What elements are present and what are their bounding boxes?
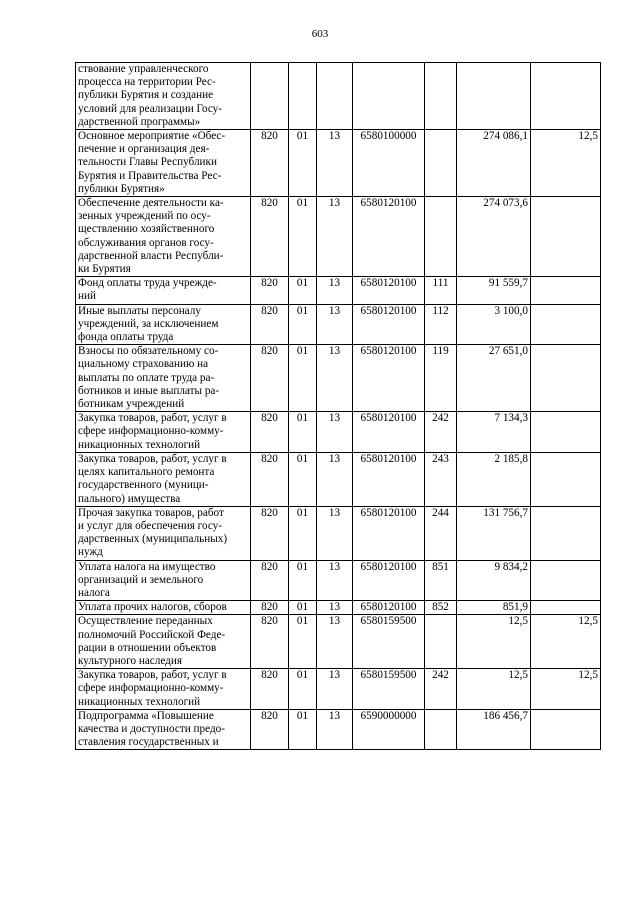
cell-amount-federal: 12,5	[531, 130, 601, 197]
cell-name	[76, 601, 251, 615]
cell-name-line: Закупка товаров, работ, услуг в	[78, 452, 227, 465]
table-row	[76, 412, 601, 453]
cell-name-line: целях капитального ремонта	[78, 466, 215, 479]
cell-amount-federal: 12,5	[531, 669, 601, 710]
cell-name-line: рации в отношении объектов	[78, 641, 217, 654]
cell-amount-federal	[531, 304, 601, 345]
cell-ministry-code: 820	[251, 345, 289, 412]
cell-amount: 131 756,7	[457, 506, 531, 560]
cell-amount: 7 134,3	[457, 412, 531, 453]
cell-ministry-code: 820	[251, 615, 289, 669]
cell-section-code: 01	[289, 669, 317, 710]
cell-name-line: Уплата прочих налогов, сборов	[78, 601, 227, 614]
cell-name-line: государственного (муници-	[78, 479, 209, 492]
cell-target-article: 6580120100	[353, 452, 425, 506]
cell-subsection-code: 13	[317, 130, 353, 197]
cell-name-line: дарственной власти Республи-	[78, 249, 224, 262]
table-row	[76, 304, 601, 345]
cell-name	[76, 277, 251, 304]
cell-amount: 91 559,7	[457, 277, 531, 304]
cell-name-line: ботникам учреждений	[78, 398, 185, 411]
cell-name-line: печение и организация дея-	[78, 143, 210, 156]
cell-name-line: учреждений, за исключением	[78, 317, 219, 330]
cell-name	[76, 63, 251, 130]
cell-name-line: никационных технологий	[78, 695, 201, 708]
table-row	[76, 345, 601, 412]
table-row	[76, 560, 601, 601]
cell-name	[76, 560, 251, 601]
cell-name-line: ки Бурятия	[78, 263, 131, 276]
cell-amount	[457, 63, 531, 130]
cell-name-line: ществлению хозяйственного	[78, 223, 215, 236]
cell-amount: 274 073,6	[457, 197, 531, 277]
cell-target-article	[353, 63, 425, 130]
cell-amount-federal: 12,5	[531, 615, 601, 669]
cell-expense-type: 243	[425, 452, 457, 506]
cell-expense-type: 242	[425, 669, 457, 710]
cell-expense-type: 244	[425, 506, 457, 560]
cell-section-code	[289, 63, 317, 130]
cell-name-line: Фонд оплаты труда учрежде-	[78, 277, 217, 290]
cell-ministry-code: 820	[251, 304, 289, 345]
table-row	[76, 63, 601, 130]
cell-ministry-code: 820	[251, 560, 289, 601]
cell-name-line: Обеспечение деятельности ка-	[78, 197, 224, 210]
cell-name-line: дарственных (муниципальных)	[78, 533, 228, 546]
cell-expense-type	[425, 63, 457, 130]
cell-amount: 851,9	[457, 601, 531, 615]
cell-name-line: нужд	[78, 546, 103, 559]
cell-section-code: 01	[289, 615, 317, 669]
cell-name	[76, 669, 251, 710]
cell-amount: 2 185,8	[457, 452, 531, 506]
cell-name-line: Иные выплаты персоналу	[78, 304, 201, 317]
cell-name-line: условий для реализации Госу-	[78, 102, 222, 115]
cell-name-line: Закупка товаров, работ, услуг в	[78, 412, 227, 425]
cell-ministry-code: 820	[251, 669, 289, 710]
cell-subsection-code: 13	[317, 345, 353, 412]
cell-section-code: 01	[289, 560, 317, 601]
cell-name-line: Закупка товаров, работ, услуг в	[78, 669, 227, 682]
cell-section-code: 01	[289, 277, 317, 304]
cell-ministry-code: 820	[251, 452, 289, 506]
cell-amount: 27 651,0	[457, 345, 531, 412]
cell-target-article: 6580159500	[353, 615, 425, 669]
table-row	[76, 130, 601, 197]
cell-name-line: публики Бурятия и создание	[78, 89, 214, 102]
cell-amount-federal	[531, 345, 601, 412]
cell-subsection-code: 13	[317, 412, 353, 453]
cell-name	[76, 304, 251, 345]
cell-section-code: 01	[289, 304, 317, 345]
table-row	[76, 601, 601, 615]
cell-target-article: 6590000000	[353, 709, 425, 750]
cell-section-code: 01	[289, 197, 317, 277]
cell-section-code: 01	[289, 452, 317, 506]
cell-section-code: 01	[289, 709, 317, 750]
cell-name-line: Подпрограмма «Повышение	[78, 709, 214, 722]
table-row	[76, 197, 601, 277]
table-row	[76, 506, 601, 560]
cell-name-line: сфере информационно-комму-	[78, 682, 224, 695]
cell-amount-federal	[531, 601, 601, 615]
cell-name-line: циальному страхованию на	[78, 358, 209, 371]
cell-name-line: организаций и земельного	[78, 573, 204, 586]
cell-amount-federal	[531, 412, 601, 453]
cell-name-line: обслуживания органов госу-	[78, 236, 214, 249]
cell-amount-federal	[531, 560, 601, 601]
cell-expense-type	[425, 197, 457, 277]
cell-amount-federal	[531, 197, 601, 277]
budget-table	[75, 62, 601, 750]
cell-target-article: 6580120100	[353, 412, 425, 453]
cell-name-line: качества и доступности предо-	[78, 722, 225, 735]
cell-ministry-code: 820	[251, 130, 289, 197]
cell-section-code: 01	[289, 412, 317, 453]
cell-ministry-code: 820	[251, 709, 289, 750]
cell-name-line: никационных технологий	[78, 438, 201, 451]
cell-ministry-code: 820	[251, 412, 289, 453]
cell-name-line: Осуществление переданных	[78, 615, 213, 628]
cell-subsection-code: 13	[317, 277, 353, 304]
cell-amount: 186 456,7	[457, 709, 531, 750]
table-row	[76, 452, 601, 506]
cell-section-code: 01	[289, 601, 317, 615]
cell-section-code: 01	[289, 345, 317, 412]
page-number: 603	[311, 28, 329, 40]
cell-subsection-code: 13	[317, 197, 353, 277]
cell-name	[76, 345, 251, 412]
cell-name-line: ствование управленческого	[78, 63, 209, 75]
cell-name	[76, 130, 251, 197]
cell-expense-type	[425, 130, 457, 197]
cell-name-line: публики Бурятия»	[78, 182, 165, 195]
cell-name-line: Основное мероприятие «Обес-	[78, 130, 226, 143]
cell-target-article: 6580120100	[353, 197, 425, 277]
cell-target-article: 6580120100	[353, 560, 425, 601]
cell-name	[76, 412, 251, 453]
cell-expense-type: 852	[425, 601, 457, 615]
cell-amount-federal	[531, 506, 601, 560]
cell-section-code: 01	[289, 130, 317, 197]
cell-name-line: процесса на территории Рес-	[78, 76, 216, 89]
table-row	[76, 277, 601, 304]
cell-ministry-code	[251, 63, 289, 130]
cell-amount: 12,5	[457, 669, 531, 710]
cell-name-line: Прочая закупка товаров, работ	[78, 506, 224, 519]
cell-expense-type: 242	[425, 412, 457, 453]
cell-name-line: Уплата налога на имущество	[78, 560, 216, 573]
cell-expense-type	[425, 709, 457, 750]
cell-name-line: пального) имущества	[78, 492, 181, 505]
cell-name-line: сфере информационно-комму-	[78, 425, 224, 438]
cell-target-article: 6580120100	[353, 506, 425, 560]
cell-ministry-code: 820	[251, 277, 289, 304]
table-body	[76, 63, 601, 750]
cell-name-line: Бурятия и Правительства Рес-	[78, 169, 222, 182]
cell-target-article: 6580120100	[353, 345, 425, 412]
cell-subsection-code: 13	[317, 506, 353, 560]
cell-name-line: дарственной программы»	[78, 115, 201, 128]
cell-ministry-code: 820	[251, 506, 289, 560]
cell-name-line: Взносы по обязательному со-	[78, 345, 219, 358]
cell-name-line: ставления государственных и	[78, 736, 219, 749]
cell-amount-federal	[531, 452, 601, 506]
cell-subsection-code: 13	[317, 560, 353, 601]
cell-expense-type	[425, 615, 457, 669]
cell-amount: 274 086,1	[457, 130, 531, 197]
cell-expense-type: 111	[425, 277, 457, 304]
cell-name	[76, 709, 251, 750]
cell-name-line: выплаты по оплате труда ра-	[78, 371, 215, 384]
cell-target-article: 6580100000	[353, 130, 425, 197]
table-row	[76, 669, 601, 710]
cell-amount-federal	[531, 63, 601, 130]
cell-target-article: 6580159500	[353, 669, 425, 710]
cell-subsection-code: 13	[317, 304, 353, 345]
cell-amount: 12,5	[457, 615, 531, 669]
cell-expense-type: 112	[425, 304, 457, 345]
cell-subsection-code: 13	[317, 452, 353, 506]
cell-amount-federal	[531, 709, 601, 750]
cell-subsection-code: 13	[317, 601, 353, 615]
cell-amount-federal	[531, 277, 601, 304]
cell-name-line: ботников и иные выплаты ра-	[78, 384, 220, 397]
cell-name	[76, 452, 251, 506]
cell-target-article: 6580120100	[353, 601, 425, 615]
cell-target-article: 6580120100	[353, 277, 425, 304]
cell-name-line: и услуг для обеспечения госу-	[78, 519, 222, 532]
cell-subsection-code: 13	[317, 615, 353, 669]
cell-name-line: тельности Главы Республики	[78, 156, 217, 169]
cell-subsection-code	[317, 63, 353, 130]
cell-subsection-code: 13	[317, 709, 353, 750]
cell-name-line: фонда оплаты труда	[78, 331, 174, 344]
cell-ministry-code: 820	[251, 197, 289, 277]
cell-target-article: 6580120100	[353, 304, 425, 345]
cell-name-line: налога	[78, 586, 110, 599]
table-row	[76, 709, 601, 750]
cell-name-line: полномочий Российской Феде-	[78, 628, 226, 641]
cell-section-code: 01	[289, 506, 317, 560]
cell-name-line: зенных учреждений по осу-	[78, 210, 211, 223]
cell-name	[76, 615, 251, 669]
cell-name	[76, 506, 251, 560]
cell-ministry-code: 820	[251, 601, 289, 615]
cell-subsection-code: 13	[317, 669, 353, 710]
cell-amount: 3 100,0	[457, 304, 531, 345]
cell-name	[76, 197, 251, 277]
cell-name-line: ний	[78, 290, 96, 303]
cell-expense-type: 119	[425, 345, 457, 412]
cell-name-line: культурного наследия	[78, 654, 182, 667]
cell-expense-type: 851	[425, 560, 457, 601]
table-row	[76, 615, 601, 669]
cell-amount: 9 834,2	[457, 560, 531, 601]
